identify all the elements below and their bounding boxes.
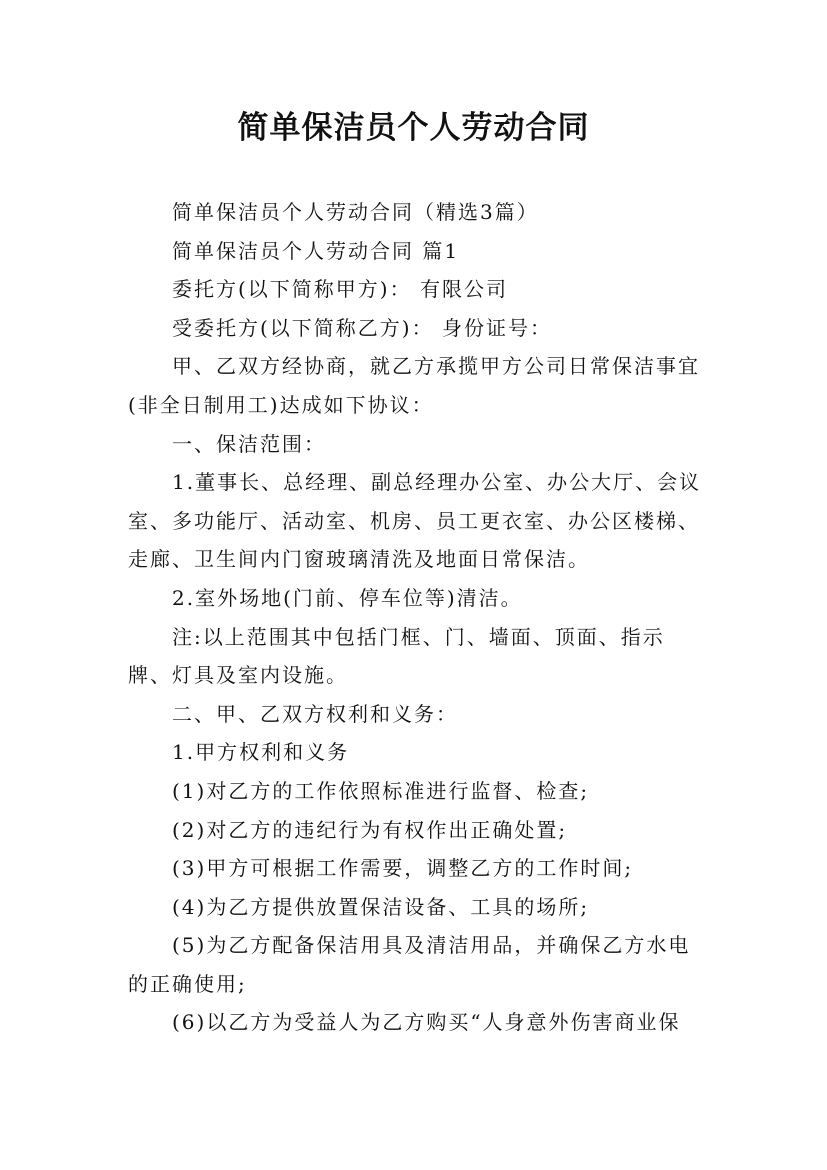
- paragraph: (2)对乙方的违纪行为有权作出正确处置;: [172, 817, 568, 842]
- paragraph: (5)为乙方配备保洁用具及清洁用品，并确保乙方水电的正确使用;: [128, 933, 691, 996]
- paragraph: 受委托方(以下简称乙方)： 身份证号：: [172, 315, 552, 340]
- paragraph: 二、甲、乙双方权利和义务：: [172, 701, 458, 726]
- paragraph: 一、保洁范围：: [172, 431, 326, 456]
- paragraph: 注:以上范围其中包括门框、门、墙面、顶面、指示牌、灯具及室内设施。: [128, 624, 665, 688]
- paragraph: (1)对乙方的工作依照标准进行监督、检查;: [172, 778, 590, 803]
- paragraph: (3)甲方可根据工作需要，调整乙方的工作时间;: [172, 856, 634, 881]
- paragraph: (4)为乙方提供放置保洁设备、工具的场所;: [172, 894, 590, 919]
- paragraph: 简单保洁员个人劳动合同 篇1: [172, 238, 460, 263]
- paragraph: 简单保洁员个人劳动合同（精选3篇）: [172, 200, 539, 224]
- paragraph: 委托方(以下简称甲方)： 有限公司: [172, 277, 508, 302]
- paragraph: (6)以乙方为受益人为乙方购买“人身意外伤害商业保: [172, 1010, 681, 1035]
- document-body: [128, 193, 708, 1042]
- document-title: 简单保洁员个人劳动合同: [237, 110, 590, 146]
- paragraph: 1.甲方权利和义务: [172, 740, 350, 765]
- paragraph: 1.董事长、总经理、副总经理办公室、办公大厅、会议室、多功能厅、活动室、机房、员工更衣室、办公区楼梯、走廊、卫生间内门窗玻璃清洗及地面日常保洁。: [128, 470, 702, 572]
- paragraph: 2.室外场地(门前、停车位等)清洁。: [172, 585, 523, 610]
- paragraph: 甲、乙双方经协商，就乙方承揽甲方公司日常保洁事宜(非全日制用工)达成如下协议：: [128, 354, 700, 417]
